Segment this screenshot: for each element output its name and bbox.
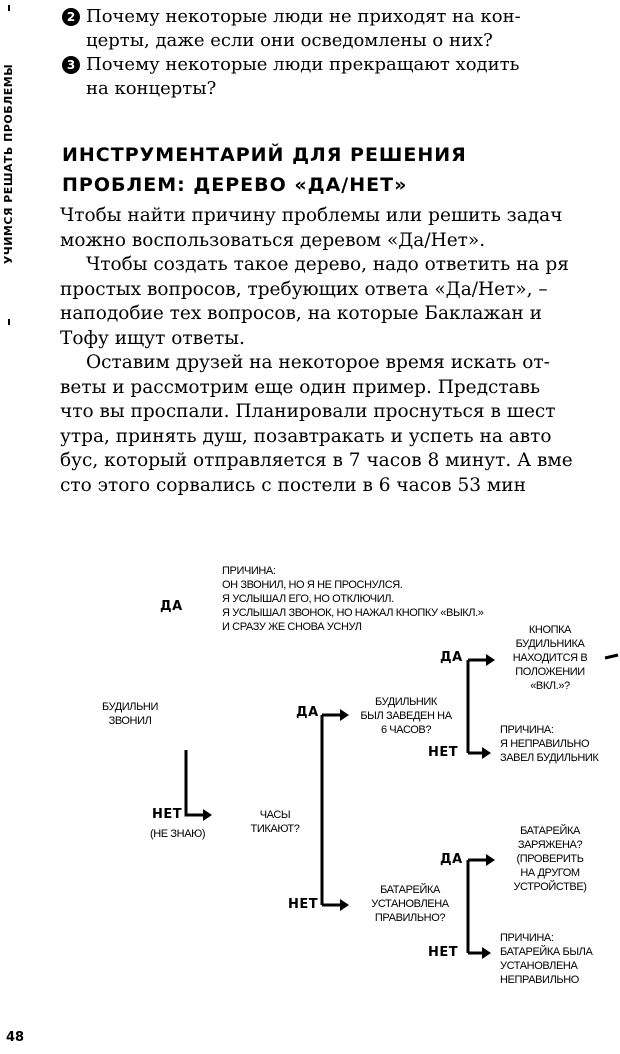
question-list <box>62 5 602 101</box>
arrow-set-no <box>482 747 491 759</box>
charged-question-line: НА ДРУГОМ <box>520 867 580 879</box>
alarm-set-question-line: БУДИЛЬНИК <box>375 696 437 708</box>
button-question-line: БУДИЛЬНИКА <box>515 638 585 650</box>
cause-node-3 <box>500 931 592 987</box>
body-line: сто этого сорвались с постели в 6 часов 53 мин <box>60 474 526 496</box>
cause-title: ПРИЧИНА: <box>222 565 276 577</box>
cause-line: УСТАНОВЛЕНА <box>500 960 578 972</box>
arrow-root-no <box>203 809 212 821</box>
charged-question-line: УСТРОЙСТВЕ) <box>513 881 587 893</box>
charged-question-line: (ПРОВЕРИТЬ <box>516 853 584 865</box>
question-line: Почему некоторые люди не приходят на кон- <box>86 6 521 27</box>
root-node-line: ЗВОНИЛ <box>108 715 152 727</box>
question-number-badge: 2 <box>62 8 80 26</box>
body-line: что вы проспали. Планировали проснуться в шест <box>60 401 556 422</box>
arrow-battery-no <box>482 947 491 959</box>
battery-question <box>360 883 460 925</box>
cause-line: И СРАЗУ ЖЕ СНОВА УСНУЛ <box>222 621 362 633</box>
charged-question-line: ЗАРЯЖЕНА? <box>517 839 583 851</box>
battery-question-line: УСТАНОВЛЕНА <box>371 898 449 910</box>
battery-question-line: ПРАВИЛЬНО? <box>374 912 446 924</box>
battery-yes-label: ДА <box>440 852 463 867</box>
alarm-set-question <box>352 695 460 737</box>
section-title-line: ИНСТРУМЕНТАРИЙ ДЛЯ РЕШЕНИЯ <box>62 144 467 166</box>
section-title-line: ПРОБЛЕМ: ДЕРЕВО «ДА/НЕТ» <box>62 174 408 196</box>
question-line: церты, даже если они осведомлены о них? <box>86 30 493 51</box>
clock-yes-label: ДА <box>296 705 319 720</box>
unknown-label: (НЕ ЗНАЮ) <box>150 828 206 840</box>
root-node <box>80 700 180 728</box>
running-head-text: УЧИМСЯ РЕШАТЬ ПРОБЛЕМЫ <box>2 12 16 316</box>
edge-mark <box>605 655 618 658</box>
page-number: 48 <box>6 1030 25 1045</box>
root-no-label: НЕТ <box>152 807 183 822</box>
body-line: Оставим друзей на некоторое время искать от- <box>86 352 550 373</box>
cause-title: ПРИЧИНА: <box>500 724 554 736</box>
battery-question-line: БАТАРЕЙКА <box>380 884 440 896</box>
root-yes-label: ДА <box>160 599 183 614</box>
set-yes-label: ДА <box>440 650 463 665</box>
charged-question-line: БАТАРЕЙКА <box>520 825 580 837</box>
body-line: можно воспользоваться деревом «Да/Нет». <box>60 229 486 251</box>
body-line: Чтобы найти причину проблемы или решить задач <box>60 205 563 226</box>
clock-question-line: ЧАСЫ <box>259 809 291 821</box>
section-title <box>62 140 592 200</box>
clock-question <box>240 808 310 836</box>
button-question-line: ПОЛОЖЕНИИ <box>515 666 585 678</box>
battery-no-label: НЕТ <box>428 945 459 960</box>
button-question-line: НАХОДИТСЯ В <box>512 652 588 664</box>
cause-line: НЕПРАВИЛЬНО <box>500 974 579 986</box>
yes-no-tree-diagram <box>0 540 620 1010</box>
charged-question <box>500 824 600 894</box>
cause-node-1 <box>222 564 483 634</box>
connector-root-no <box>186 750 203 815</box>
cause-line: Я УСЛЫШАЛ ЗВОНОК, НО НАЖАЛ КНОПКУ «ВЫКЛ.» <box>222 607 484 619</box>
body-line: Тофу ищут ответы. <box>60 327 245 349</box>
question-number-badge: 3 <box>62 56 80 74</box>
cause-node-2 <box>500 723 598 765</box>
question-line: Почему некоторые люди прекращают ходить <box>86 54 520 75</box>
body-line: Чтобы создать такое дерево, надо ответить на ря <box>86 254 569 275</box>
cause-line: Я УСЛЫШАЛ ЕГО, НО ОТКЛЮЧИЛ. <box>222 593 394 605</box>
cause-line: Я НЕПРАВИЛЬНО <box>500 738 590 750</box>
question-item <box>62 53 602 101</box>
running-head <box>2 5 16 325</box>
question-line: на концерты? <box>86 78 217 99</box>
cause-line: ОН ЗВОНИЛ, НО Я НЕ ПРОСНУЛСЯ. <box>222 579 403 591</box>
alarm-set-question-line: БЫЛ ЗАВЕДЕН НА <box>360 710 452 722</box>
body-line: простых вопросов, требующих ответа «Да/Нет», – <box>60 278 548 300</box>
arrow-clock-yes <box>340 709 349 721</box>
button-question-line: «ВКЛ.»? <box>530 680 570 692</box>
clock-no-label: НЕТ <box>288 897 319 912</box>
question-item <box>62 5 602 53</box>
body-line: утра, принять душ, позавтракать и успеть на авто <box>60 425 552 447</box>
body-line: бус, который отправляется в 7 часов 8 минут. А вме <box>60 450 573 471</box>
arrow-set-yes <box>486 654 495 666</box>
button-question-line: КНОПКА <box>528 624 572 636</box>
arrow-clock-no <box>340 899 349 911</box>
alarm-set-question-line: 6 ЧАСОВ? <box>380 724 432 736</box>
clock-question-line: ТИКАЮТ? <box>250 823 300 835</box>
button-question <box>500 623 600 693</box>
set-no-label: НЕТ <box>428 745 459 760</box>
cause-title: ПРИЧИНА: <box>500 932 554 944</box>
body-line: наподобие тех вопросов, на которые Баклажан и <box>60 303 542 324</box>
body-text <box>60 204 612 498</box>
arrow-battery-yes <box>486 854 495 866</box>
body-line: веты и рассмотрим еще один пример. Представь <box>60 376 541 398</box>
cause-line: БАТАРЕЙКА БЫЛА <box>500 946 593 958</box>
cause-line: ЗАВЕЛ БУДИЛЬНИК <box>500 752 599 764</box>
root-node-line: БУДИЛЬНИ <box>102 701 158 713</box>
